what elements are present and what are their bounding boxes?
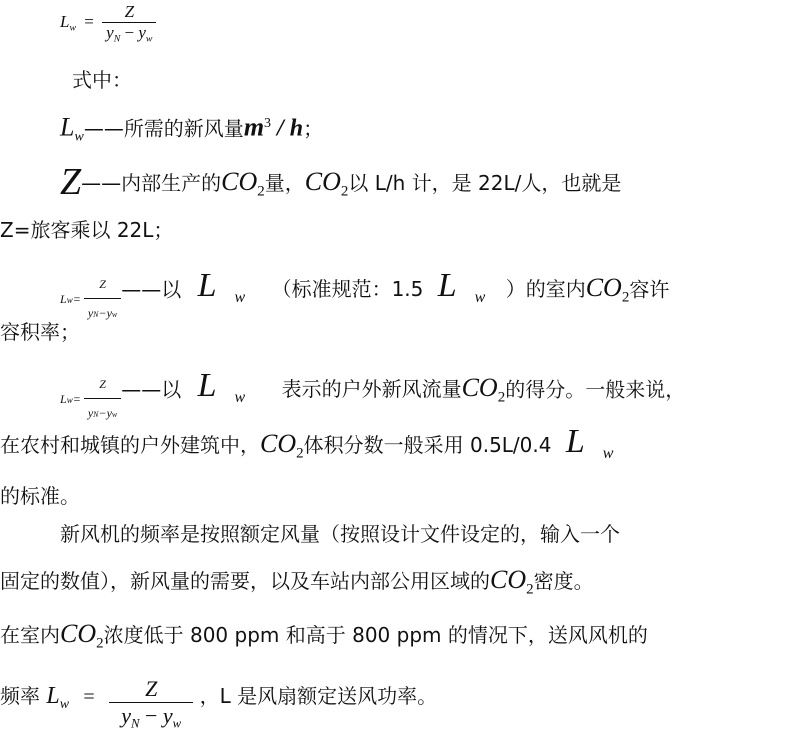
definition-lw: $L_w——$所需的新风量$m^3$ / h；: [60, 112, 324, 145]
definition-standard: Lw= $\frac{Z}{yN-yw}$ ——以 L $_w$ （标准规范：1.5 L $_w$ ）的室内$CO_2$容许: [60, 270, 800, 329]
paragraph-formula: $\frac{Z}{y_N - y_w}$: [109, 676, 193, 736]
definition-standard-line2: 容积率；: [0, 320, 80, 344]
definition-outdoor-line2: 在农村和城镇的户外建筑中，$CO_2$体积分数一般采用 0.5L/0.4 L $_w$: [0, 423, 614, 462]
small-formula: Lw= $\frac{Z}{yN-yw}$: [60, 270, 121, 329]
definition-outdoor: Lw= $\frac{Z}{yN-yw}$ ——以 L $_w$ 表示的户外新风流量$CO_2$的得分。一般来说，: [60, 370, 800, 429]
definition-z: Z——内部生产的$CO_2$量，$CO_2$以 L/h 计，是 22L/人，也就是: [60, 161, 622, 203]
paragraph-line-3: 在室内$CO_2$浓度低于 800 ppm 和高于 800 ppm 的情况下，送风风机的: [0, 619, 648, 652]
paragraph-line-2: 固定的数值），新风量的需要，以及车站内部公用区域的$CO_2$密度。: [0, 565, 594, 598]
definition-z-line2: Z=旅客乘以 22L；: [0, 218, 174, 242]
paragraph-line-4: 频率 $L_w$ = $\frac{Z}{y_N - y_w}$ ，L 是风扇额定送风功率。: [0, 676, 800, 736]
formula-top: $L_w$ = $\frac{Z}{y_N - y_w}$: [60, 2, 156, 44]
where-label: 式中：: [72, 68, 132, 92]
paragraph-line-1: 新风机的频率是按照额定风量（按照设计文件设定的，输入一个: [60, 522, 620, 546]
small-formula: Lw= $\frac{Z}{yN-yw}$: [60, 370, 121, 429]
definition-outdoor-line3: 的标准。: [0, 484, 80, 508]
